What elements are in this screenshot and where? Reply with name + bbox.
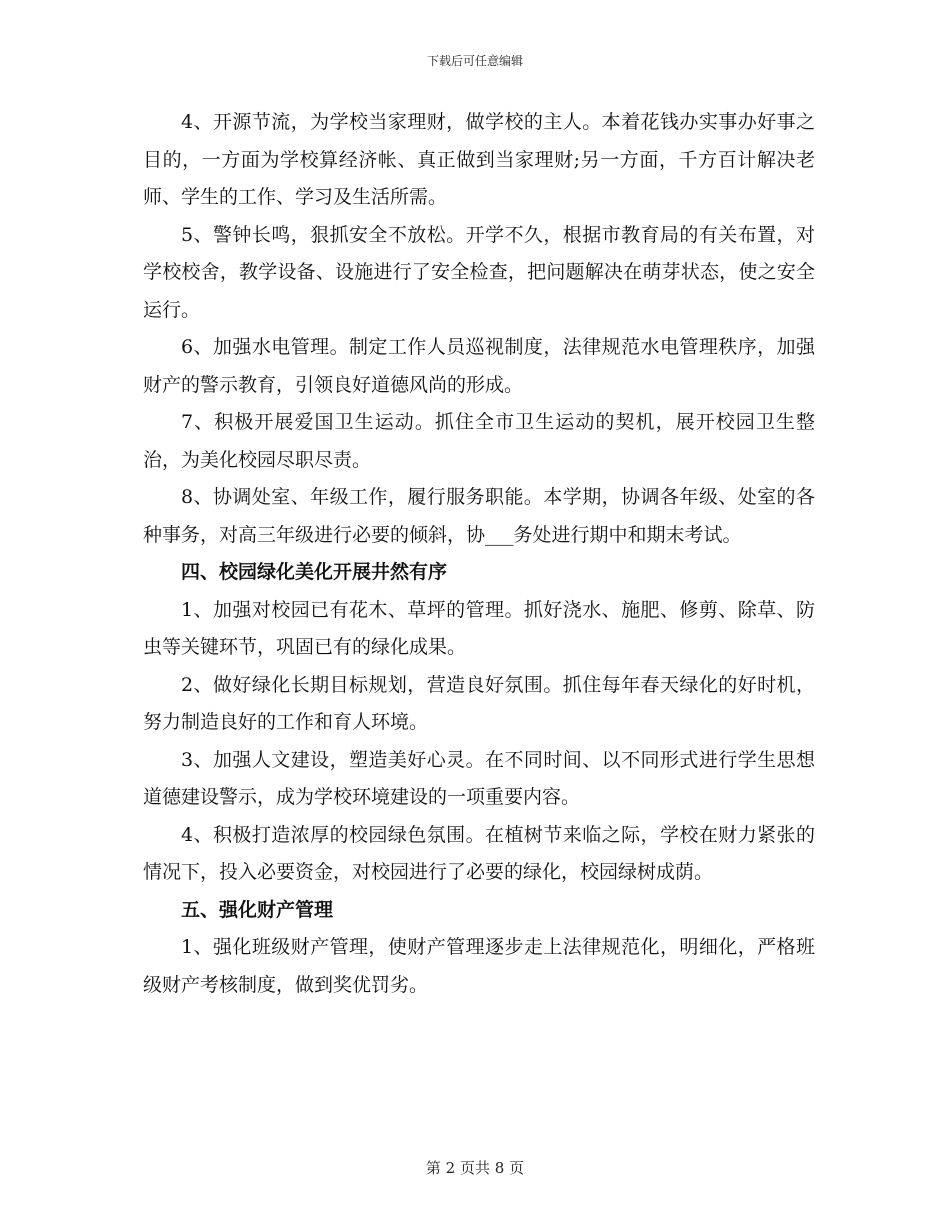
- paragraph: 6、加强水电管理。制定工作人员巡视制度，法律规范水电管理秩序，加强财产的警示教育，引领良好道德风尚的形成。: [143, 336, 815, 396]
- section-heading: 四、校园绿化美化开展井然有序: [181, 561, 448, 583]
- paragraph: 4、积极打造浓厚的校园绿色氛围。在植树节来临之际，学校在财力紧张的情况下，投入必要资金，对校园进行了必要的绿化，校园绿树成荫。: [143, 823, 815, 883]
- paragraph: 3、加强人文建设，塑造美好心灵。在不同时间、以不同形式进行学生思想道德建设警示，成为学校环境建设的一项重要内容。: [143, 748, 815, 808]
- page-header: 下载后可任意编辑: [426, 54, 523, 68]
- page-footer: 第 2 页共 8 页: [425, 1159, 525, 1177]
- paragraph: 2、做好绿化长期目标规划，营造良好氛围。抓住每年春天绿化的好时机，努力制造良好的工作和育人环境。: [143, 673, 815, 733]
- document-body: [143, 104, 815, 1004]
- paragraph: 4、开源节流，为学校当家理财，做学校的主人。本着花钱办实事办好事之目的，一方面为学校算经济帐、真正做到当家理财;另一方面，千方百计解决老师、学生的工作、学习及生活所需。: [143, 111, 815, 208]
- paragraph: 7、积极开展爱国卫生运动。抓住全市卫生运动的契机，展开校园卫生整治，为美化校园尽职尽责。: [143, 411, 815, 471]
- section-heading: 五、强化财产管理: [181, 898, 334, 921]
- paragraph: 1、加强对校园已有花木、草坪的管理。抓好浇水、施肥、修剪、除草、防虫等关键环节，巩固已有的绿化成果。: [143, 598, 815, 658]
- paragraph: 8、协调处室、年级工作，履行服务职能。本学期，协调各年级、处室的各种事务，对高三年级进行必要的倾斜，协___务处进行期中和期末考试。: [143, 486, 815, 546]
- paragraph: 1、强化班级财产管理，使财产管理逐步走上法律规范化，明细化，严格班级财产考核制度，做到奖优罚劣。: [143, 936, 815, 996]
- paragraph: 5、警钟长鸣，狠抓安全不放松。开学不久，根据市教育局的有关布置，对学校校舍，教学设备、设施进行了安全检查，把问题解决在萌芽状态，使之安全运行。: [143, 223, 815, 321]
